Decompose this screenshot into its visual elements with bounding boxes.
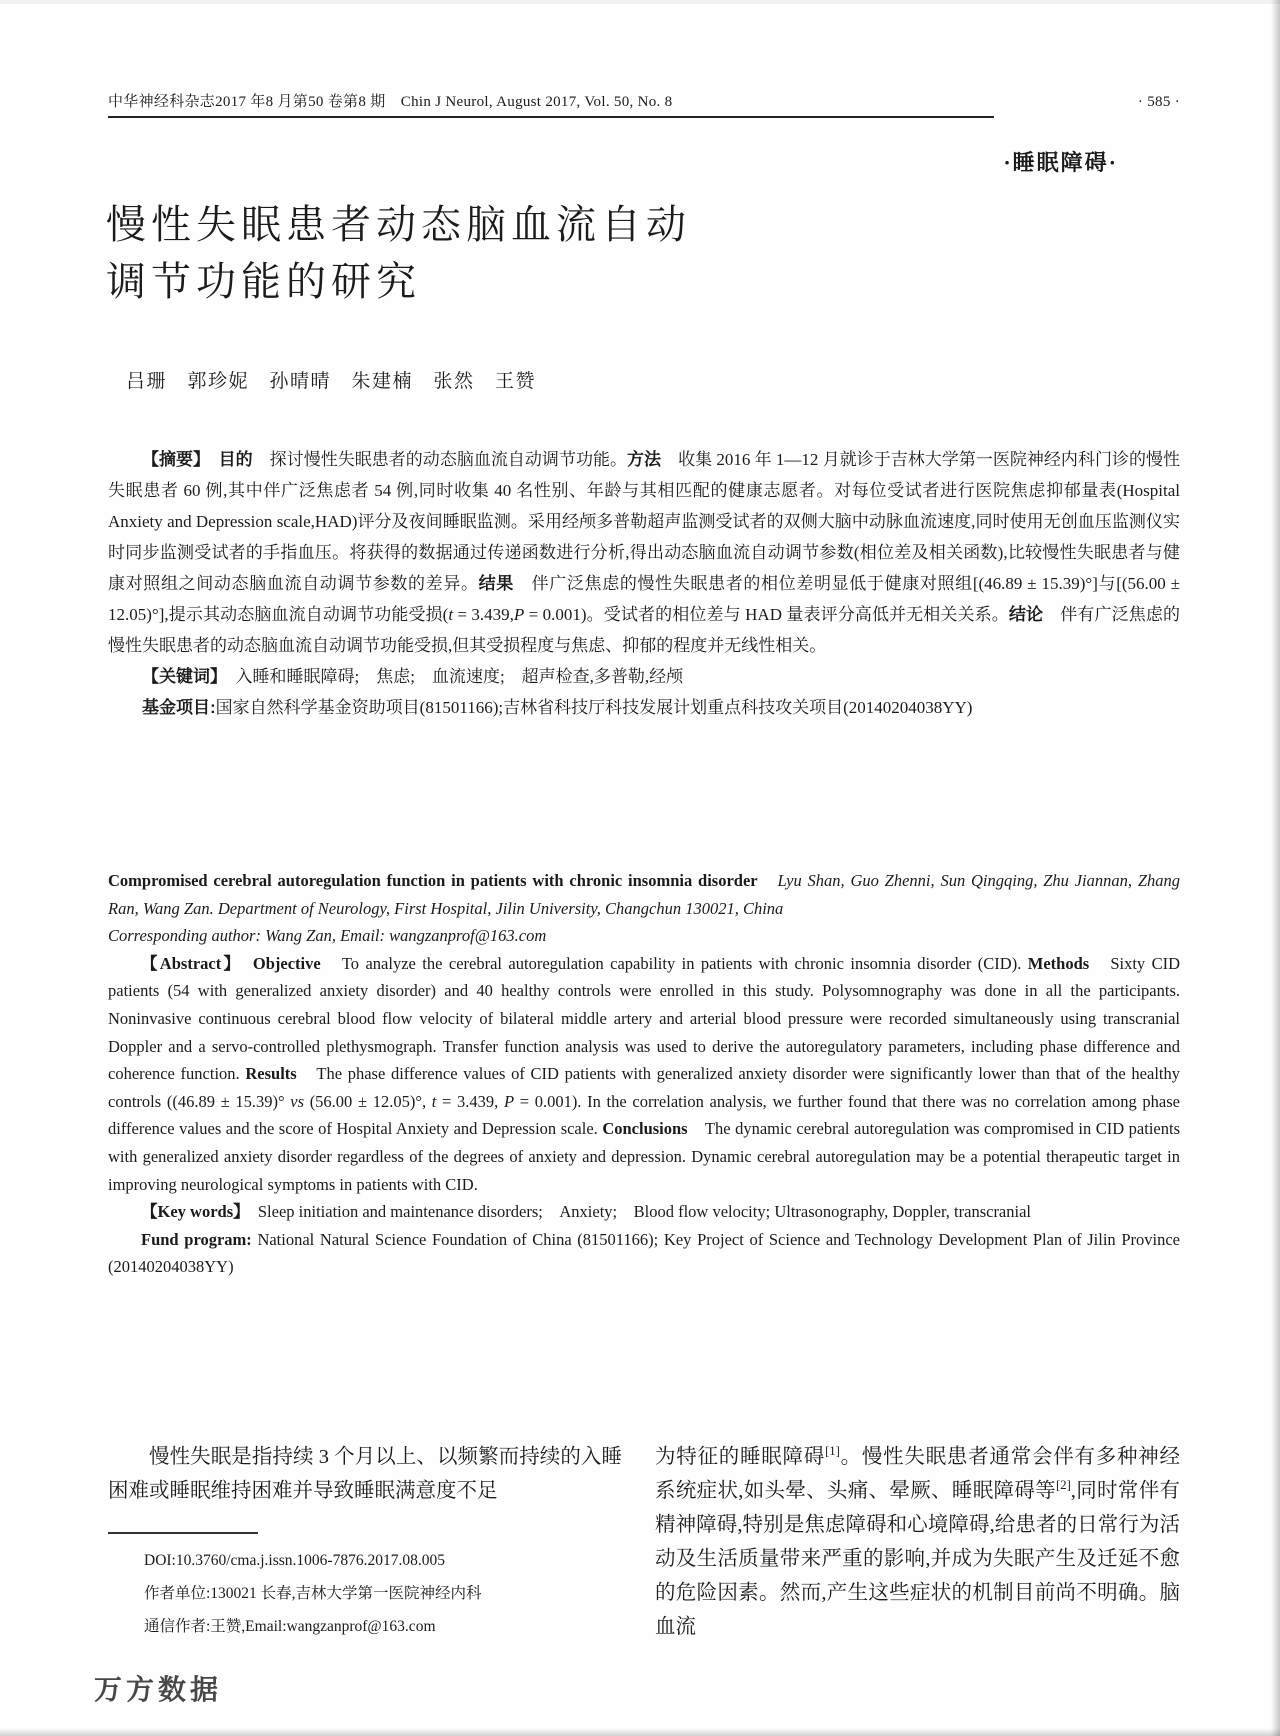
keywords-cn-paragraph: 【关键词】 入睡和睡眠障碍; 焦虑; 血流速度; 超声检查,多普勒,经颅 [142, 667, 684, 686]
body-left-column [108, 1440, 622, 1644]
page-number: · 585 · [1137, 94, 1180, 110]
page-edge-top [0, 0, 1280, 4]
body-right-paragraph: 为特征的睡眠障碍[1]。慢性失眠患者通常会伴有多种神经系统症状,如头晕、头痛、晕厥、睡眠障碍等[2],同时常伴有精神障碍,特别是焦虑障碍和心境障碍,给患者的日常行为活动及生活质量带来严重的影响,并成为失眠产生及迁延不愈的危险因素。然而,产生这些症状的机制目前尚不明确。脑血流 [655, 1444, 1181, 1638]
section-label: ·睡眠障碍· [1003, 150, 1118, 175]
english-title-paragraph: Compromised cerebral autoregulation function in patients with chronic insomnia disorder Lyu Shan, Guo Zhenni, Sun Qingqing, Zhu Jiannan, Zhang Ran, Wang Zan. Department of Neurology, First Hospital, Jilin University, Changchun 130021, China [108, 871, 1180, 918]
body-left-paragraph: 慢性失眠是指持续 3 个月以上、以频繁而持续的入睡困难或睡眠维持困难并导致睡眠满意度不足 [108, 1446, 622, 1502]
page-header [108, 90, 1180, 111]
footnote-block [108, 1544, 622, 1643]
watermark: 万方数据 [94, 1674, 223, 1705]
footnote-affiliation: 作者单位:130021 长春,吉林大学第一医院神经内科 [144, 1585, 482, 1602]
keywords-en-paragraph: 【Key words】 Sleep initiation and maintenance disorders; Anxiety; Blood flow velocity; Ultrasonography, Doppler, transcranial [141, 1202, 1031, 1222]
article-title-line2: 调节功能的研究 [106, 259, 421, 304]
footnote-rule [108, 1532, 258, 1534]
authors-line: 吕珊 郭珍妮 孙晴晴 朱建楠 张然 王赞 [126, 371, 537, 392]
corresponding-author-line: Corresponding author: Wang Zan, Email: wangzanprof@163.com [108, 926, 547, 946]
page-edge-right [1271, 0, 1280, 1736]
english-abstract-block [108, 867, 1180, 1281]
abstract-cn-paragraph: 【摘要】 目的 探讨慢性失眠患者的动态脑血流自动调节功能。方法 收集 2016 年 1—12 月就诊于吉林大学第一医院神经内科门诊的慢性失眠患者 60 例,其中伴广泛焦虑者 54 例,同时收集 40 名性别、年龄与其相匹配的健康志愿者。对每位受试者进行医院焦虑抑郁量表(Hospital Anxiety and Depression scale,HAD)评分及夜间睡眠监测。采用经颅多普勒超声监测受试者的双侧大脑中动脉血流速度,同时使用无创血压监测仪实时同步监测受试者的手指血压。将获得的数据通过传递函数进行分析,得出动态脑血流自动调节参数(相位差及相关函数),比较慢性失眠患者与健康对照组之间动态脑血流自动调节参数的差异。结果 伴广泛焦虑的慢性失眠患者的相位差明显低于健康对照组[(46.89 ± 15.39)°]与[(56.00 ± 12.05)°],提示其动态脑血流自动调节功能受损(t = 3.439,P = 0.001)。受试者的相位差与 HAD 量表评分高低并无相关关系。结论 伴有广泛焦虑的慢性失眠患者的动态脑血流自动调节功能受损,但其受损程度与焦虑、抑郁的程度并无线性相关。 [108, 450, 1181, 655]
article-title-line1: 慢性失眠患者动态脑血流自动 [106, 202, 691, 247]
chinese-abstract-block [108, 444, 1180, 723]
body-right-column [655, 1440, 1180, 1644]
abstract-en-paragraph: 【Abstract】 Objective To analyze the cerebral autoregulation capability in patients with chronic insomnia disorder (CID). Methods Sixty CID patients (54 with generalized anxiety disorder) and 40 healthy controls were enrolled in this study. Polysomnography was done in all the participants. Noninvasive continuous cerebral blood flow velocity of bilateral middle artery and arterial blood pressure were recorded simultaneously using transcranial Doppler and a servo-controlled plethysmograph. Transfer function analysis was used to derive the autoregulatory parameters, including phase difference and coherence function. Results The phase difference values of CID patients with generalized anxiety disorder were significantly lower than that of the healthy controls ((46.89 ± 15.39)° vs (56.00 ± 12.05)°, t = 3.439, P = 0.001). In the correlation analysis, we further found that there was no correlation among phase difference values and the score of Hospital Anxiety and Depression scale. Conclusions The dynamic cerebral autoregulation was compromised in CID patients with generalized anxiety disorder regardless of the degrees of anxiety and depression. Dynamic cerebral autoregulation may be a potential therapeutic target in improving neurological symptoms in patients with CID. [108, 953, 1181, 1194]
fund-cn-paragraph: 基金项目:国家自然科学基金资助项目(81501166);吉林省科技厅科技发展计划重点科技攻关项目(20140204038YY) [142, 698, 973, 717]
fund-en-paragraph: Fund program: National Natural Science Foundation of China (81501166); Key Project of Science and Technology Development Plan of Jilin Province (20140204038YY) [108, 1229, 1180, 1277]
journal-info: 中华神经科杂志2017 年8 月第50 卷第8 期 Chin J Neurol, August 2017, Vol. 50, No. 8 [108, 94, 673, 110]
header-rule [108, 116, 994, 118]
footnote-doi: DOI:10.3760/cma.j.issn.1006-7876.2017.08.005 [144, 1552, 445, 1569]
body-text [108, 1440, 1180, 1644]
article-title [106, 196, 691, 310]
page-edge-bottom [0, 1728, 1280, 1736]
footnote-corresponding-author: 通信作者:王赞,Email:wangzanprof@163.com [144, 1618, 436, 1635]
